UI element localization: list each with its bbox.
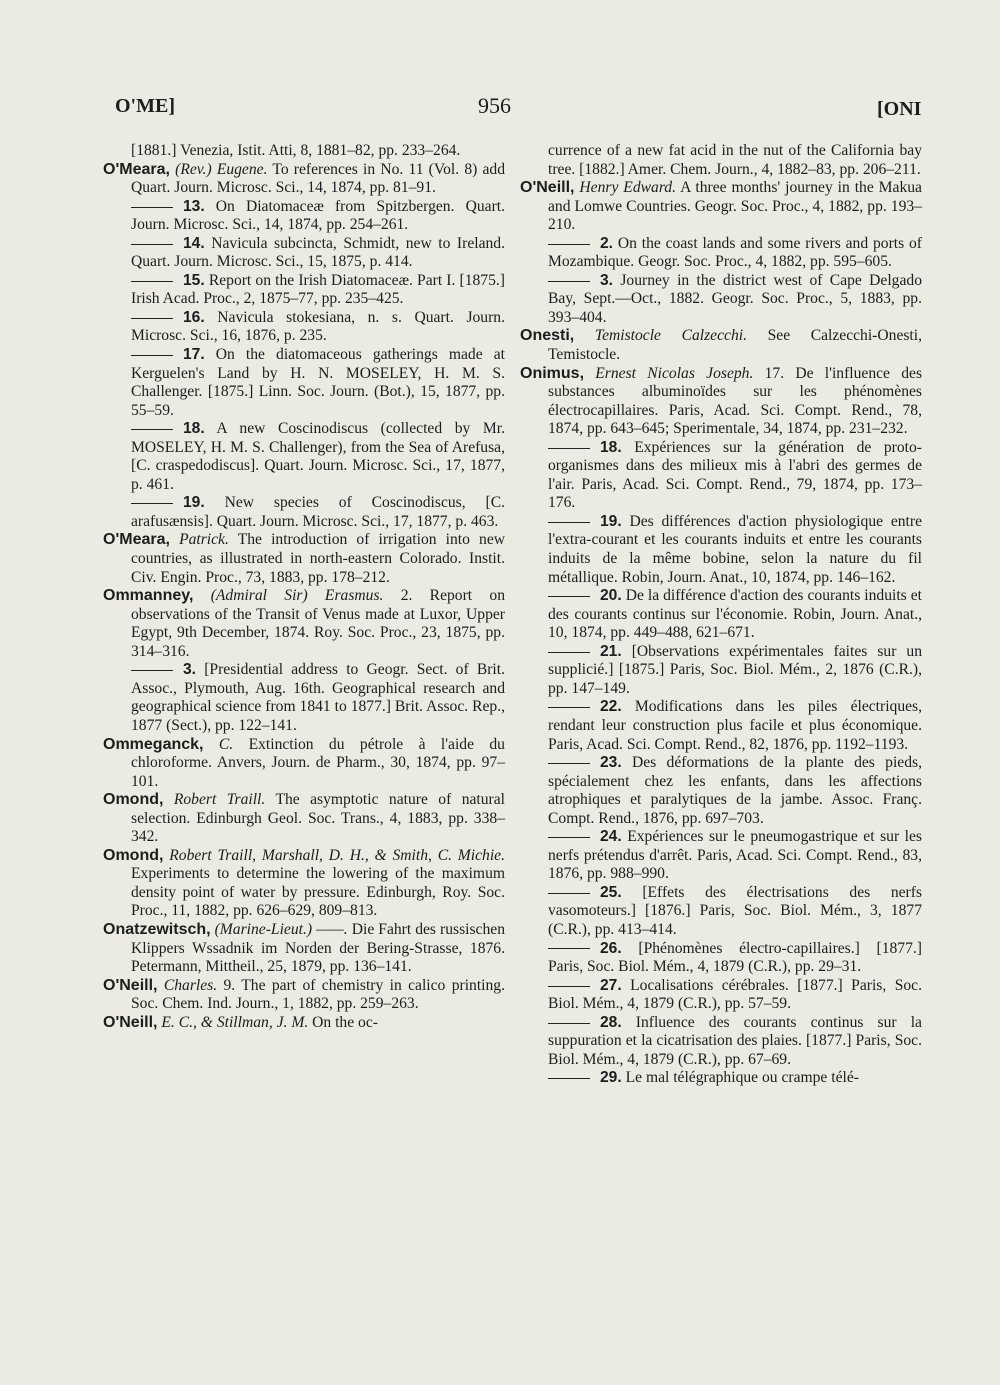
ditto-dash [548,596,590,597]
ditto-dash [548,1023,590,1024]
entry-number: 15. [183,271,205,289]
bibliography-entry [103,921,505,977]
entry-text: Modifications dans les piles électriques, rendant leur construction plus facile et plus économique. Paris, Acad. Sci. Compt. Rend., 82, 1876, pp. 1192–1193. [548,698,923,753]
sub-entry [520,513,922,587]
bibliography-entry [103,587,505,661]
author-given-name: (Admiral Sir) Erasmus. [210,587,384,605]
entry-text: On Diatomaceæ from Spitzbergen. Quart. Journ. Microsc. Sci., 14, 1874, pp. 254–261. [131,197,506,234]
entry-text: De la différence d'action des courants induits et des courants continus sur l'économie. Robin, Journ. Anat., 10, 1874, pp. 449–488, 621–671. [548,587,922,642]
entry-number: 29. [600,1069,622,1087]
author-given-name: Robert Traill, Marshall, D. H., & Smith, C. Michie. [169,846,505,864]
running-head-right: [ONI [877,98,922,120]
entry-text: A new Coscinodiscus (collected by Mr. MOSELEY, H. M. S. Challenger), from the Sea of Arefusa, [C. craspedodiscus]. Quart. Journ. Microsc. Sci., 17, 1877, p. 461. [131,420,505,493]
bibliography-entry [103,847,505,921]
author-surname: O'Neill, [103,976,158,994]
author-surname: Ommeganck, [103,735,204,753]
entry-number: 26. [600,939,622,957]
entry-text: Le mal télégraphique ou crampe télé- [625,1069,859,1087]
bibliography-entry [103,531,505,587]
entry-text: On the coast lands and some rivers and ports of Mozambique. Geogr. Soc. Proc., 4, 1882, pp. 595–605. [548,234,922,271]
author-surname: Omond, [103,791,164,809]
entry-number: 19. [600,512,622,530]
bibliography-entry [520,365,922,439]
author-given-name: Patrick. [179,531,229,549]
entry-text: [Observations expérimentales faites sur un supplicié.] [1875.] Paris, Soc. Biol. Mém., 2, 1876 (C.R.), pp. 147–149. [548,642,922,697]
running-head-left: O'ME] [115,95,175,117]
author-surname: Onimus, [520,364,585,382]
entry-text: 17. De l'influence des substances albuminoïdes sur les phénomènes électrocapillaires. Paris, Acad. Sci. Compt. Rend., 78, 1874, pp. 643–645; Sperimentale, 34, 1874, pp. 231–232. [548,364,923,438]
entry-text: Navicula stokesiana, n. s. Quart. Journ. Microsc. Sci., 16, 1876, p. 235. [131,308,505,345]
sub-entry [520,1069,922,1088]
entry-number: 2. [600,234,614,252]
sub-entry [103,198,505,235]
continued-text: [1881.] Venezia, Istit. Atti, 8, 1881–82, pp. 233–264. [131,142,461,159]
continued-text: currence of a new fat acid in the nut of the California bay tree. [1882.] Amer. Chem. Journ., 4, 1882–83, pp. 206–211. [548,142,922,178]
ditto-dash [548,448,590,449]
ditto-dash [548,244,590,245]
entry-number: 27. [600,976,622,994]
ditto-dash [131,207,173,208]
entry-text: New species of Coscinodiscus, [C. arafusænsis]. Quart. Journ. Microsc. Sci., 17, 1877, p. 463. [131,494,505,530]
entry-text: Experiments to determine the lowering of the maximum density point of water by pressure. Edinburgh, Roy. Soc. Proc., 11, 1882, pp. 626–629, 809–813. [131,865,505,920]
entry-text: To references in No. 11 (Vol. 8) add Quart. Journ. Microsc. Sci., 14, 1874, pp. 81–91. [131,160,505,197]
sub-entry [103,235,505,272]
entry-text: See Calzecchi-Onesti, Temistocle. [548,327,922,364]
ditto-dash [131,244,173,245]
entry-number: 18. [600,438,622,456]
sub-entry [520,977,922,1014]
ditto-dash [548,948,590,949]
sub-entry [520,235,922,272]
author-given-name: Temistocle Calzecchi. [594,327,747,345]
ditto-dash [548,281,590,282]
entry-number: 14. [183,234,205,252]
entry-number: 23. [600,754,622,772]
entry-text: [Effets des électrisations des nerfs vasomoteurs.] [1876.] Paris, Soc. Biol. Mém., 3, 1877 (C.R.), pp. 413–414. [548,883,922,938]
ditto-dash [131,429,173,430]
entry-text: Des déformations de la plante des pieds, spécialement chez les enfants, dans les affections atrophiques et paralytiques de la jambe. Assoc. Franç. Compt. Rend., 1876, pp. 697–703. [548,754,922,827]
ditto-dash [131,281,173,282]
right-column [520,142,922,1088]
entry-number: 17. [183,346,205,364]
sub-entry [520,754,922,828]
bibliography-entry [520,179,922,235]
ditto-dash [548,837,590,838]
author-given-name: (Marine-Lieut.) ——. [214,920,348,938]
entry-number: 19. [183,494,205,512]
entry-number: 3. [600,271,614,289]
author-surname: Ommanney, [103,587,194,605]
bibliography-entry [103,736,505,792]
entry-number: 16. [183,308,205,326]
entry-text: Extinction du pétrole à l'aide du chloroforme. Anvers, Journ. de Pharm., 30, 1874, pp. 97–101. [131,735,505,790]
entry-number: 24. [600,828,622,846]
entry-number: 22. [600,698,622,716]
sub-entry [520,940,922,977]
entry-text: Des différences d'action physiologique entre l'extra-courant et les courants induits et entre les courants induits de la même bobine, selon la nature du fil métallique. Robin, Journ. Anat., 10, 1874, pp. 146–162. [548,512,922,586]
author-surname: O'Neill, [103,1013,158,1031]
entry-text: [Phénomènes électro-capillaires.] [1877.] Paris, Soc. Biol. Mém., 4, 1879 (C.R.), pp. 29–31. [548,939,922,976]
entry-text: 2. Report on observations of the Transit of Venus made at Luxor, Upper Egypt, 9th December, 1874. Roy. Soc. Proc., 23, 1875, pp. 314–316. [131,587,505,660]
ditto-dash [131,503,173,504]
page-header [0,95,1000,135]
bibliography-entry [103,161,505,198]
entry-number: 13. [183,197,205,215]
ditto-dash [131,318,173,319]
sub-entry [103,494,505,531]
entry-text: Journey in the district west of Cape Delgado Bay, Sept.—Oct., 1882. Geogr. Soc. Proc., 5, 1883, pp. 393–404. [548,271,922,326]
ditto-dash [548,707,590,708]
entry-text: Navicula subcincta, Schmidt, new to Ireland. Quart. Journ. Microsc. Sci., 15, 1875, p. 414. [131,234,505,271]
bibliography-entry [103,1014,505,1033]
sub-entry [520,1014,922,1070]
ditto-dash [548,522,590,523]
ditto-dash [548,763,590,764]
entry-text: Expériences sur la génération de proto-organismes dans des milieux mis à l'abri des germes de l'air. Paris, Acad. Sci. Compt. Rend., 79, 1874, pp. 173–176. [548,438,922,512]
bibliography-entry [520,327,922,364]
author-surname: Omond, [103,846,164,864]
sub-entry [103,272,505,309]
entry-text: The introduction of irrigation into new countries, as illustrated in north-eastern Colorado. Instit. Civ. Engin. Proc., 73, 1883, pp. 178–212. [131,531,506,586]
entry-number: 3. [183,661,197,679]
sub-entry [520,587,922,643]
ditto-dash [548,652,590,653]
author-given-name: (Rev.) Eugene. [175,160,268,178]
entry-text: The asymptotic nature of natural selection. Edinburgh Geol. Soc. Trans., 4, 1883, pp. 338–342. [131,791,506,846]
author-given-name: E. C., & Stillman, J. M. [161,1013,309,1031]
entry-text: Localisations cérébrales. [1877.] Paris, Soc. Biol. Mém., 4, 1879 (C.R.), pp. 57–59. [548,976,922,1013]
author-given-name: Charles. [163,976,218,994]
sub-entry [520,884,922,940]
page-number: 956 [478,93,511,118]
entry-text: [Presidential address to Geogr. Sect. of Brit. Assoc., Plymouth, Aug. 16th. Geographical research and geographical science from 1841 to 1877.] Brit. Assoc. Rep., 1877 (Sect.), pp. 122–141. [131,661,505,734]
ditto-dash [131,670,173,671]
sub-entry [103,346,505,420]
sub-entry [103,309,505,346]
sub-entry [520,698,922,754]
author-given-name: Robert Traill. [173,791,266,809]
entry-number: 25. [600,883,622,901]
author-surname: O'Neill, [520,179,575,197]
author-surname: O'Meara, [103,531,170,549]
entry-text: On the oc- [312,1013,378,1031]
bibliography-entry [103,977,505,1014]
entry-text: 9. The part of chemistry in calico printing. Soc. Chem. Ind. Journ., 1, 1882, pp. 259–263. [131,976,505,1013]
author-surname: Onatzewitsch, [103,920,211,938]
author-given-name: C. [218,735,234,753]
ditto-dash [548,893,590,894]
ditto-dash [548,1078,590,1079]
entry-number: 21. [600,642,622,660]
ditto-dash [131,355,173,356]
author-given-name: Ernest Nicolas Joseph. [595,364,754,382]
entry-number: 28. [600,1013,622,1031]
entry-number: 18. [183,420,205,438]
entry-text: Report on the Irish Diatomaceæ. Part I. [1875.] Irish Acad. Proc., 2, 1875–77, pp. 235–425. [131,271,505,308]
entry-text: Expériences sur le pneumogastrique et sur les nerfs prétendus d'arrêt. Paris, Acad. Sci. Compt. Rend., 83, 1876, pp. 988–990. [548,828,922,883]
entry-text: Influence des courants continus sur la suppuration et la cicatrisation des plaies. [1877.] Paris, Soc. Biol. Mém., 4, 1879 (C.R.), pp. 67–69. [548,1013,922,1068]
author-surname: Onesti, [520,327,575,345]
sub-entry [103,420,505,494]
sub-entry [520,643,922,699]
left-column [103,142,505,1032]
bibliography-entry [103,791,505,847]
entry-text: Die Fahrt des russischen Klippers Wssadnik im Norden der Bering-Strasse, 1876. Petermann, Mittheil., 25, 1879, pp. 136–141. [131,920,505,976]
ditto-dash [548,986,590,987]
entry-text: A three months' journey in the Makua and Lomwe Countries. Geogr. Soc. Proc., 4, 1882, pp. 193–210. [548,179,922,234]
sub-entry [520,272,922,328]
sub-entry [103,661,505,735]
author-given-name: Henry Edward. [579,179,676,197]
sub-entry [520,439,922,513]
author-surname: O'Meara, [103,160,170,178]
entry-text: On the diatomaceous gatherings made at Kerguelen's Land by H. N. MOSELEY, H. M. S. Challenger. [1875.] Linn. Soc. Journ. (Bot.), 15, 1877, pp. 55–59. [131,346,505,419]
entry-number: 20. [600,587,622,605]
sub-entry [520,828,922,884]
